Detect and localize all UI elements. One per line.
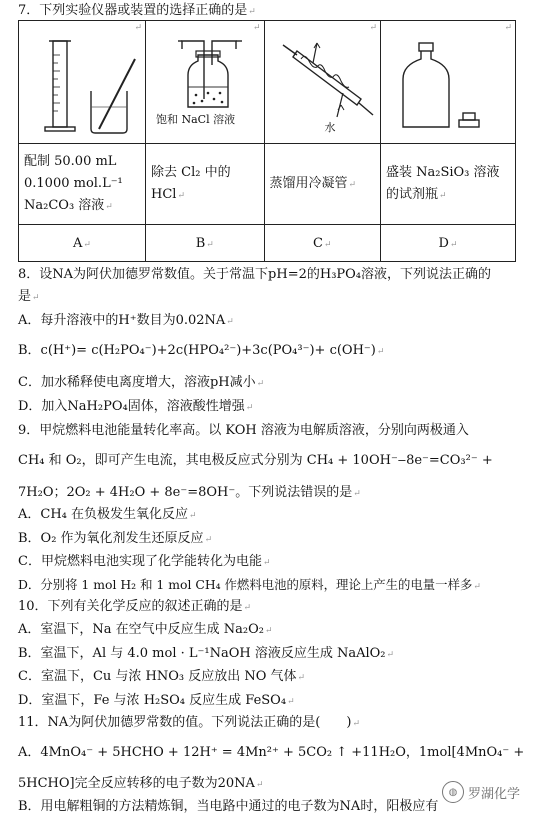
q7-text-c-line1: 蒸馏用冷凝管 <box>269 175 348 191</box>
q8-stem-line2: 是↵ <box>18 289 40 304</box>
watermark <box>442 781 520 803</box>
gas-washing-bottle-icon <box>146 21 263 109</box>
q9-stem-line1: 9．甲烷燃料电池能量转化率高。以 KOH 溶液为电解质溶液，分别向两极通入 <box>18 423 469 438</box>
q7-label-b: B↵ <box>145 225 264 262</box>
return-mark-icon: ↵ <box>248 7 256 17</box>
q10-option-d: D．室温下，Fe 与浓 H₂SO₄ 反应生成 FeSO₄↵ <box>18 693 295 708</box>
q7-label-c: C↵ <box>264 225 380 262</box>
return-mark-icon: ↵ <box>177 190 185 201</box>
q7-text-row <box>19 144 516 225</box>
return-mark-icon: ↵ <box>348 179 357 190</box>
q7-title <box>18 2 256 21</box>
q7-label-row <box>19 225 516 262</box>
condenser-icon <box>265 21 380 139</box>
q7-text-a <box>19 144 146 225</box>
return-mark-icon: ↵ <box>449 239 458 250</box>
q7-text-a-line2: 0.1000 mol.L⁻¹ <box>24 175 123 191</box>
q7-text-b-line1: 除去 Cl₂ 中的 <box>150 164 231 180</box>
reagent-bottle-icon <box>381 21 514 139</box>
q7-text-d-line1: 盛装 Na₂SiO₃ 溶液 <box>385 164 500 180</box>
graduated-cylinder-beaker-icon <box>19 21 144 139</box>
return-mark-icon: ↵ <box>255 780 264 790</box>
q9-option-b: B．O₂ 作为氧化剂发生还原反应↵ <box>18 531 213 546</box>
return-mark-icon: ↵ <box>83 239 91 250</box>
return-mark-icon: ↵ <box>473 582 481 592</box>
q7-image-row <box>19 21 516 144</box>
q7-image-c <box>264 21 380 144</box>
q7-label-d: D↵ <box>380 225 515 262</box>
q7-image-a <box>19 21 146 144</box>
return-mark-icon: ↵ <box>204 535 213 545</box>
return-mark-icon: ↵ <box>297 673 306 683</box>
q8-option-a: A．每升溶液中的H⁺数目为0.02NA↵ <box>18 313 234 328</box>
return-mark-icon: ↵ <box>352 719 360 729</box>
wechat-logo-icon: ◍ <box>442 781 464 803</box>
return-mark-icon: ↵ <box>245 403 254 413</box>
q10-stem: 10．下列有关化学反应的叙述正确的是↵ <box>18 599 252 614</box>
q9-option-c: C．甲烷燃料电池实现了化学能转化为电能↵ <box>18 554 271 569</box>
q7-title-text: 7．下列实验仪器或装置的选择正确的是 <box>18 3 248 18</box>
return-mark-icon: ↵ <box>323 239 332 250</box>
return-mark-icon: ↵ <box>252 23 261 33</box>
q9-option-d: D．分别将 1 mol H₂ 和 1 mol CH₄ 作燃料电池的原料，理论上产生的电量一样多↵ <box>18 577 481 592</box>
q7-label-a: A↵ <box>19 225 146 262</box>
return-mark-icon: ↵ <box>206 239 214 250</box>
return-mark-icon: ↵ <box>134 23 142 33</box>
q8-option-b: B．c(H⁺)= c(H₂PO₄⁻)+2c(HPO₄²⁻)+3c(PO₄³⁻)+ c(OH⁻)↵ <box>18 343 385 358</box>
return-mark-icon: ↵ <box>243 603 252 613</box>
return-mark-icon: ↵ <box>105 201 113 212</box>
q7-text-d <box>380 144 515 225</box>
return-mark-icon: ↵ <box>256 379 265 389</box>
q7-text-d-line2: 的试剂瓶 <box>385 186 438 202</box>
q11-option-a-line2: 5HCHO]完全反应转移的电子数为20NA↵ <box>18 776 264 791</box>
return-mark-icon: ↵ <box>369 23 377 33</box>
q7-text-b <box>145 144 264 225</box>
q7-text-c <box>264 144 380 225</box>
q7-image-b <box>145 21 264 144</box>
q10-option-a: A．室温下，Na 在空气中反应生成 Na₂O₂↵ <box>18 622 273 637</box>
q10-option-b: B．室温下，Al 与 4.0 mol · L⁻¹NaOH 溶液反应生成 NaAlO₂↵ <box>18 646 395 661</box>
return-mark-icon: ↵ <box>376 347 385 357</box>
q7-text-a-line1: 配制 50.00 mL <box>24 153 117 169</box>
return-mark-icon: ↵ <box>504 23 512 33</box>
return-mark-icon: ↵ <box>353 489 361 499</box>
watermark-text: 罗湖化学 <box>467 786 520 802</box>
q9-stem-line3: 7H₂O；2O₂ + 4H₂O + 8e⁻=8OH⁻。下列说法错误的是↵ <box>18 485 361 500</box>
q10-option-c: C．室温下，Cu 与浓 HNO₃ 反应放出 NO 气体↵ <box>18 669 306 684</box>
q7-text-a-line3: Na₂CO₃ 溶液 <box>24 197 105 213</box>
return-mark-icon: ↵ <box>287 697 295 707</box>
q7-solution-label: 饱和 NaCl 溶液 <box>155 113 236 126</box>
q9-stem-line2: CH₄ 和 O₂，即可产生电流，其电极反应式分别为 CH₄ + 10OH⁻‒8e⁻=CO₃²⁻ + <box>18 453 493 468</box>
q8-option-d: D．加入NaH₂PO₄固体，溶液酸性增强↵ <box>18 399 254 414</box>
return-mark-icon: ↵ <box>265 626 273 636</box>
return-mark-icon: ↵ <box>386 650 395 660</box>
q11-option-a-line1: A．4MnO₄⁻ + 5HCHO + 12H⁺ = 4Mn²⁺ + 5CO₂ ↑ +11H₂O，1mol[4MnO₄⁻ + <box>18 745 525 760</box>
q11-option-b: B．用电解粗铜的方法精炼铜，当电路中通过的电子数为NA时，阳极应有 <box>18 799 439 814</box>
return-mark-icon: ↵ <box>189 511 197 521</box>
q7-image-d <box>380 21 515 144</box>
q7-water-label: 水 <box>324 121 336 134</box>
q8-stem-line1: 8．设NA为阿伏加德罗常数值。关于常温下pH=2的H₃PO₄溶液，下列说法正确的 <box>18 267 492 282</box>
q9-option-a: A．CH₄ 在负极发生氧化反应↵ <box>18 507 197 522</box>
q11-stem: 11．NA为阿伏加德罗常数的值。下列说法正确的是( )↵ <box>18 715 360 730</box>
return-mark-icon: ↵ <box>262 558 271 568</box>
q7-table <box>18 20 516 262</box>
return-mark-icon: ↵ <box>439 190 447 201</box>
q7-text-b-line2: HCl <box>150 186 177 202</box>
return-mark-icon: ↵ <box>226 317 234 327</box>
return-mark-icon: ↵ <box>32 293 40 303</box>
q8-option-c: C．加水稀释使电离度增大，溶液pH减小↵ <box>18 375 265 390</box>
